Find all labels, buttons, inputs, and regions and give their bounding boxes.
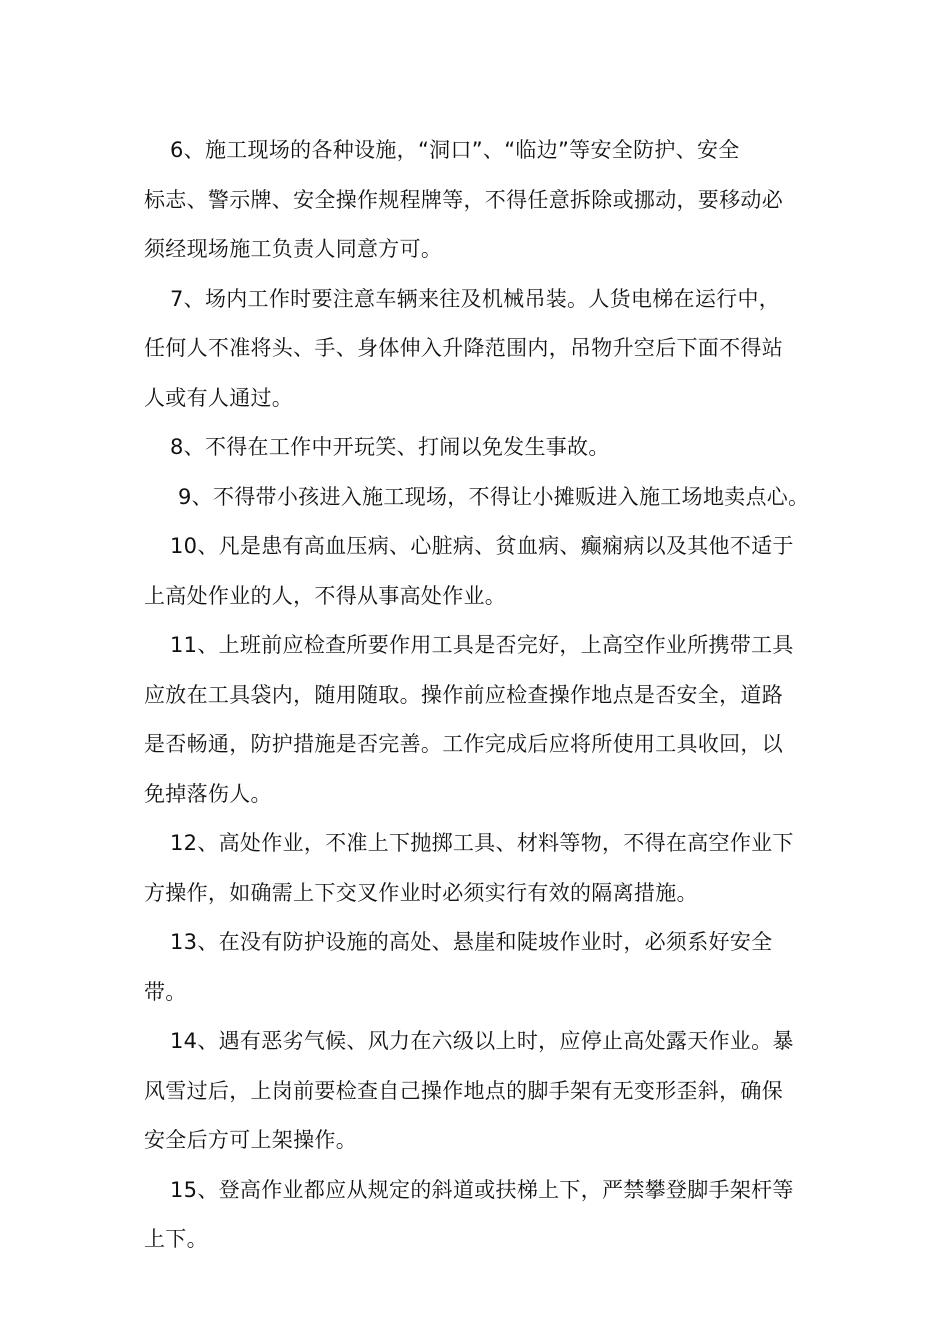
- rule-11-paragraph: [144, 621, 814, 819]
- rule-6-line-3: 须经现场施工负责人同意方可。: [144, 237, 443, 261]
- rule-14-paragraph: [144, 1017, 814, 1166]
- rule-15-line-2: 上下。: [144, 1227, 208, 1251]
- rule-7-line-1: 7、场内工作时要注意车辆来往及机械吊装。人货电梯在运行中，: [170, 286, 781, 311]
- rule-6-line-2: 标志、警示牌、安全操作规程牌等，不得任意拆除或挪动，要移动必: [144, 187, 783, 212]
- rule-9-paragraph: [144, 473, 814, 523]
- rule-11-line-2: 应放在工具袋内，随用随取。操作前应检查操作地点是否安全，道路: [144, 682, 783, 707]
- rule-14-line-1: 14、遇有恶劣气候、风力在六级以上时，应停止高处露天作业。暴: [170, 1029, 794, 1053]
- rule-8-paragraph: [144, 423, 814, 473]
- rule-14-line-3: 安全后方可上架操作。: [144, 1128, 357, 1152]
- rule-9-line-1: 9、不得带小孩进入施工现场，不得让小摊贩进入施工场地卖点心。: [178, 484, 810, 509]
- rule-14-line-2: 风雪过后，上岗前要检查自己操作地点的脚手架有无变形歪斜，确保: [144, 1078, 783, 1103]
- rule-7-line-2: 任何人不准将头、手、身体伸入升降范围内，吊物升空后下面不得站: [144, 336, 783, 360]
- rule-13-line-1: 13、在没有防护设施的高处、悬崖和陡坡作业时，必须系好安全带。: [144, 930, 773, 1004]
- rule-11-line-4: 免掉落伤人。: [144, 781, 272, 806]
- rule-15-line-1: 15、登高作业都应从规定的斜道或扶梯上下，严禁攀登脚手架杆等: [170, 1177, 794, 1202]
- rule-10-line-2: 上高处作业的人，不得从事高处作业。: [144, 583, 507, 608]
- rule-7-line-3: 人或有人通过。: [144, 385, 294, 410]
- rule-11-line-1: 11、上班前应检查所要作用工具是否完好，上高空作业所携带工具: [170, 633, 794, 657]
- rule-12-line-2: 方操作，如确需上下交叉作业时必须实行有效的隔离措施。: [144, 880, 698, 905]
- rule-8-line-1: 8、不得在工作中开玩笑、打闹以免发生事故。: [170, 435, 610, 459]
- rule-15-paragraph: [144, 1166, 814, 1265]
- rule-10-line-1: 10、凡是患有高血压病、心脏病、贫血病、癫痫病以及其他不适于: [170, 534, 794, 558]
- rule-7-paragraph: [144, 275, 814, 424]
- rule-6-paragraph: [144, 126, 814, 275]
- rule-6-line-1: 6、施工现场的各种设施，“洞口”、“临边”等安全防护、安全: [170, 138, 740, 162]
- rule-13-paragraph: [144, 918, 814, 1017]
- rule-12-line-1: 12、高处作业，不准上下抛掷工具、材料等物，不得在高空作业下: [170, 831, 794, 855]
- rule-11-line-3: 是否畅通，防护措施是否完善。工作完成后应将所使用工具收回，以: [144, 732, 783, 756]
- rule-12-paragraph: [144, 819, 814, 918]
- document-body: [144, 126, 814, 1265]
- rule-10-paragraph: [144, 522, 814, 621]
